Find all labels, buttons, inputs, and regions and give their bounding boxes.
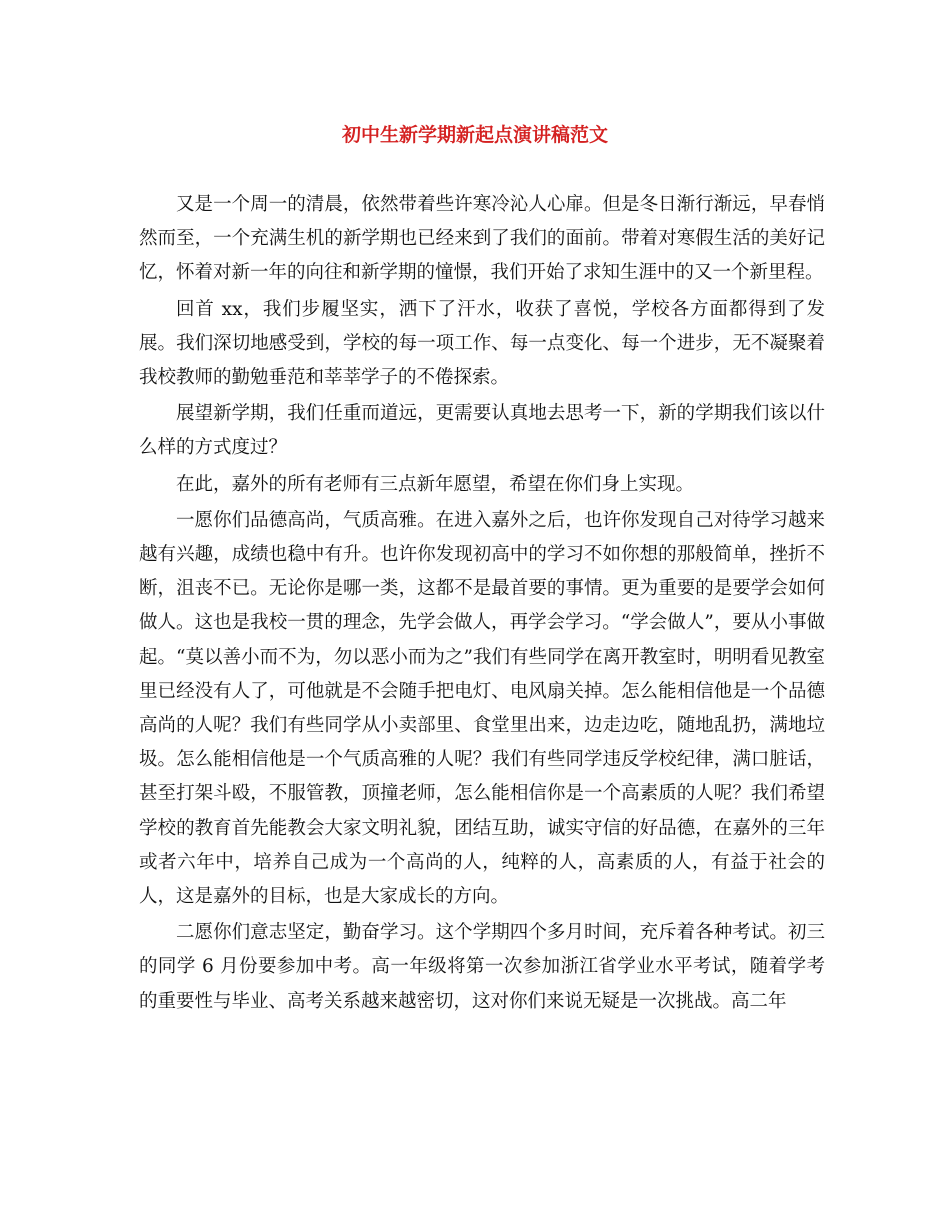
paragraph: 一愿你们品德高尚，气质高雅。在进入嘉外之后，也许你发现自己对待学习越来越有兴趣，成绩也稳中有升。也许你发现初高中的学习不如你想的那般简单，挫折不断，沮丧不已。无论你是哪一类，这都不是最首要的事情。更为重要的是要学会如何做人。这也是我校一贯的理念，先学会做人，再学会学习。“学会做人”，要从小事做起。“莫以善小而不为，勿以恶小而为之”我们有些同学在离开教室时，明明看见教室里已经没有人了，可他就是不会随手把电灯、电风扇关掉。怎么能相信他是一个品德高尚的人呢？我们有些同学从小卖部里、食堂里出来，边走边吃，随地乱扔，满地垃圾。怎么能相信他是一个气质高雅的人呢？我们有些同学违反学校纪律，满口脏话，甚至打架斗殴，不服管教，顶撞老师，怎么能相信你是一个高素质的人呢？我们希望学校的教育首先能教会大家文明礼貌，团结互助，诚实守信的好品德，在嘉外的三年或者六年中，培养自己成为一个高尚的人，纯粹的人，高素质的人，有益于社会的人，这是嘉外的目标，也是大家成长的方向。 — [139, 509, 825, 908]
paragraph: 展望新学期，我们任重而道远，更需要认真地去思考一下，新的学期我们该以什么样的方式度过？ — [139, 403, 825, 459]
paragraph: 又是一个周一的清晨，依然带着些许寒冷沁人心扉。但是冬日渐行渐远，早春悄然而至，一个充满生机的新学期也已经来到了我们的面前。带着对寒假生活的美好记忆，怀着对新一年的向往和新学期的憧憬，我们开始了求知生涯中的又一个新里程。 — [139, 194, 825, 284]
paragraph: 回首 xx，我们步履坚实，洒下了汗水，收获了喜悦，学校各方面都得到了发展。我们深切地感受到，学校的每一项工作、每一点变化、每一个进步，无不凝聚着我校教师的勤勉垂范和莘莘学子的不倦探索。 — [139, 298, 825, 389]
paragraph: 在此，嘉外的所有老师有三点新年愿望，希望在你们身上实现。 — [176, 473, 695, 495]
document-body — [139, 188, 825, 1019]
paragraph: 二愿你们意志坚定，勤奋学习。这个学期四个多月时间，充斥着各种考试。初三的同学 6 月份要参加中考。高一年级将第一次参加浙江省学业水平考试，随着学考的重要性与毕业、高考关系越来越密切，这对你们来说无疑是一次挑战。高二年 — [139, 922, 825, 1012]
document-title: 初中生新学期新起点演讲稿范文 — [341, 124, 608, 146]
